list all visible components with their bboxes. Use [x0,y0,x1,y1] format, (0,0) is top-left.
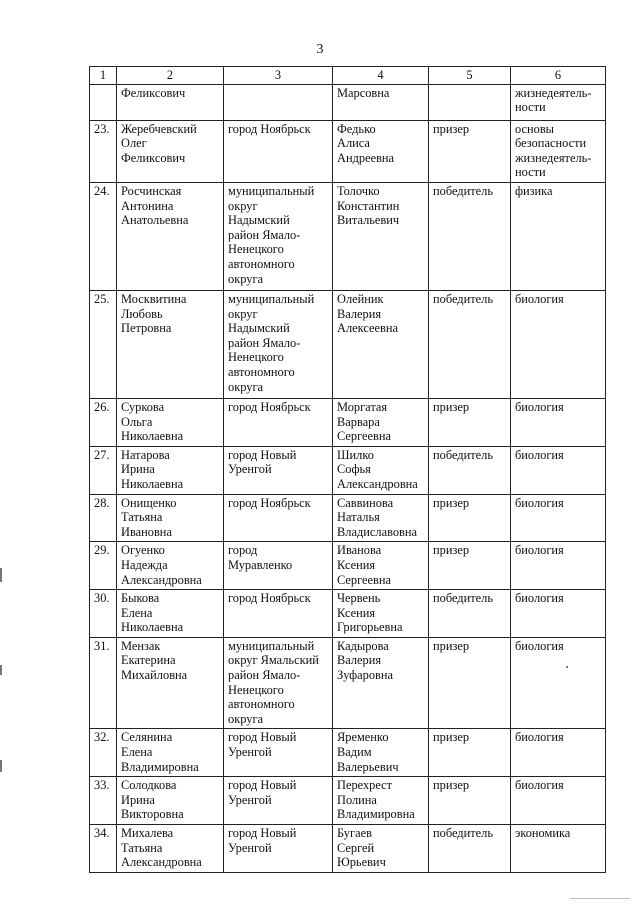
table-row [90,398,606,446]
cell-territory: город Ноябрьск [224,494,333,542]
cell-territory: город Новый Уренгой [224,777,333,825]
cell-num: 31. [90,637,117,729]
cell-status: призер [429,542,511,590]
cell-status: призер [429,777,511,825]
cell-territory: город Новый Уренгой [224,729,333,777]
table-body [90,84,606,872]
cell-student: Толочко Константин Витальевич [333,182,429,290]
cell-num: 34. [90,825,117,873]
cell-num: 30. [90,590,117,638]
cell-student: Олейник Валерия Алексеевна [333,290,429,398]
cell-num: 23. [90,120,117,182]
cell-subject: жизнедеятель- ности [511,84,606,120]
cell-teacher: Натарова Ирина Николаевна [117,446,224,494]
cell-subject: физика [511,182,606,290]
cell-teacher: Жеребчевский Олег Феликсович [117,120,224,182]
cell-subject: биология [511,494,606,542]
table-row [90,84,606,120]
cell-teacher: Москвитина Любовь Петровна [117,290,224,398]
cell-subject: биология [511,729,606,777]
cell-num: 25. [90,290,117,398]
table-row [90,542,606,590]
scan-mark [0,568,2,582]
cell-status: победитель [429,825,511,873]
cell-subject: биология [511,290,606,398]
cell-num: 33. [90,777,117,825]
cell-teacher: Мензак Екатерина Михайловна [117,637,224,729]
cell-num: 32. [90,729,117,777]
table-row [90,494,606,542]
results-table [89,66,606,873]
header-row [90,67,606,85]
cell-subject: биология [511,637,606,729]
cell-territory: город Ноябрьск [224,398,333,446]
cell-territory: муниципальный округ Надымский район Ямало- Ненецкого автономного округа [224,182,333,290]
cell-student: Федько Алиса Андреевна [333,120,429,182]
scan-mark [0,665,2,675]
cell-teacher: Онищенко Татьяна Ивановна [117,494,224,542]
cell-status: призер [429,494,511,542]
cell-territory: муниципальный округ Ямальский район Ямало- Ненецкого автономного округа [224,637,333,729]
header-col-3: 3 [224,67,333,85]
cell-teacher: Солодкова Ирина Викторовна [117,777,224,825]
cell-teacher: Росчинская Антонина Анатольевна [117,182,224,290]
cell-num: 29. [90,542,117,590]
table-row [90,777,606,825]
cell-student: Иванова Ксения Сергеевна [333,542,429,590]
scan-mark [570,898,630,899]
cell-subject: биология [511,777,606,825]
cell-student: Кадырова Валерия Зуфаровна [333,637,429,729]
header-col-6: 6 [511,67,606,85]
cell-teacher: Феликсович [117,84,224,120]
cell-student: Моргатая Варвара Сергеевна [333,398,429,446]
cell-status: призер [429,120,511,182]
header-col-1: 1 [90,67,117,85]
table-row [90,729,606,777]
cell-status: призер [429,637,511,729]
cell-status: призер [429,729,511,777]
cell-status [429,84,511,120]
cell-territory: город Новый Уренгой [224,446,333,494]
cell-territory: город Ноябрьск [224,120,333,182]
table-row [90,637,606,729]
cell-territory: муниципальный округ Надымский район Ямало- Ненецкого автономного округа [224,290,333,398]
cell-subject: биология [511,542,606,590]
cell-num [90,84,117,120]
table-row [90,290,606,398]
cell-student: Саввинова Наталья Владиславовна [333,494,429,542]
cell-status: призер [429,398,511,446]
cell-status: победитель [429,446,511,494]
scan-mark [0,760,2,772]
cell-status: победитель [429,182,511,290]
table-header [90,67,606,85]
cell-subject: биология [511,446,606,494]
cell-subject: биология [511,398,606,446]
cell-teacher: Огуенко Надежда Александровна [117,542,224,590]
cell-student: Марсовна [333,84,429,120]
cell-student: Яременко Вадим Валерьевич [333,729,429,777]
header-col-2: 2 [117,67,224,85]
cell-student: Бугаев Сергей Юрьевич [333,825,429,873]
table-row [90,182,606,290]
cell-territory: город Муравленко [224,542,333,590]
cell-status: победитель [429,290,511,398]
cell-territory: город Ноябрьск [224,590,333,638]
cell-territory [224,84,333,120]
page-number: 3 [316,42,324,57]
cell-num: 28. [90,494,117,542]
cell-num: 27. [90,446,117,494]
cell-teacher: Михалева Татьяна Александровна [117,825,224,873]
table-row [90,120,606,182]
cell-student: Шилко Софья Александровна [333,446,429,494]
cell-subject: биология [511,590,606,638]
cell-num: 24. [90,182,117,290]
cell-status: победитель [429,590,511,638]
scan-mark [566,666,568,668]
header-col-5: 5 [429,67,511,85]
table-row [90,446,606,494]
cell-territory: город Новый Уренгой [224,825,333,873]
header-col-4: 4 [333,67,429,85]
cell-student: Перехрест Полина Владимировна [333,777,429,825]
cell-num: 26. [90,398,117,446]
cell-subject: основы безопасности жизнедеятель- ности [511,120,606,182]
cell-subject: экономика [511,825,606,873]
cell-teacher: Быкова Елена Николаевна [117,590,224,638]
cell-student: Червень Ксения Григорьевна [333,590,429,638]
cell-teacher: Суркова Ольга Николаевна [117,398,224,446]
table-row [90,590,606,638]
table-row [90,825,606,873]
cell-teacher: Селянина Елена Владимировна [117,729,224,777]
